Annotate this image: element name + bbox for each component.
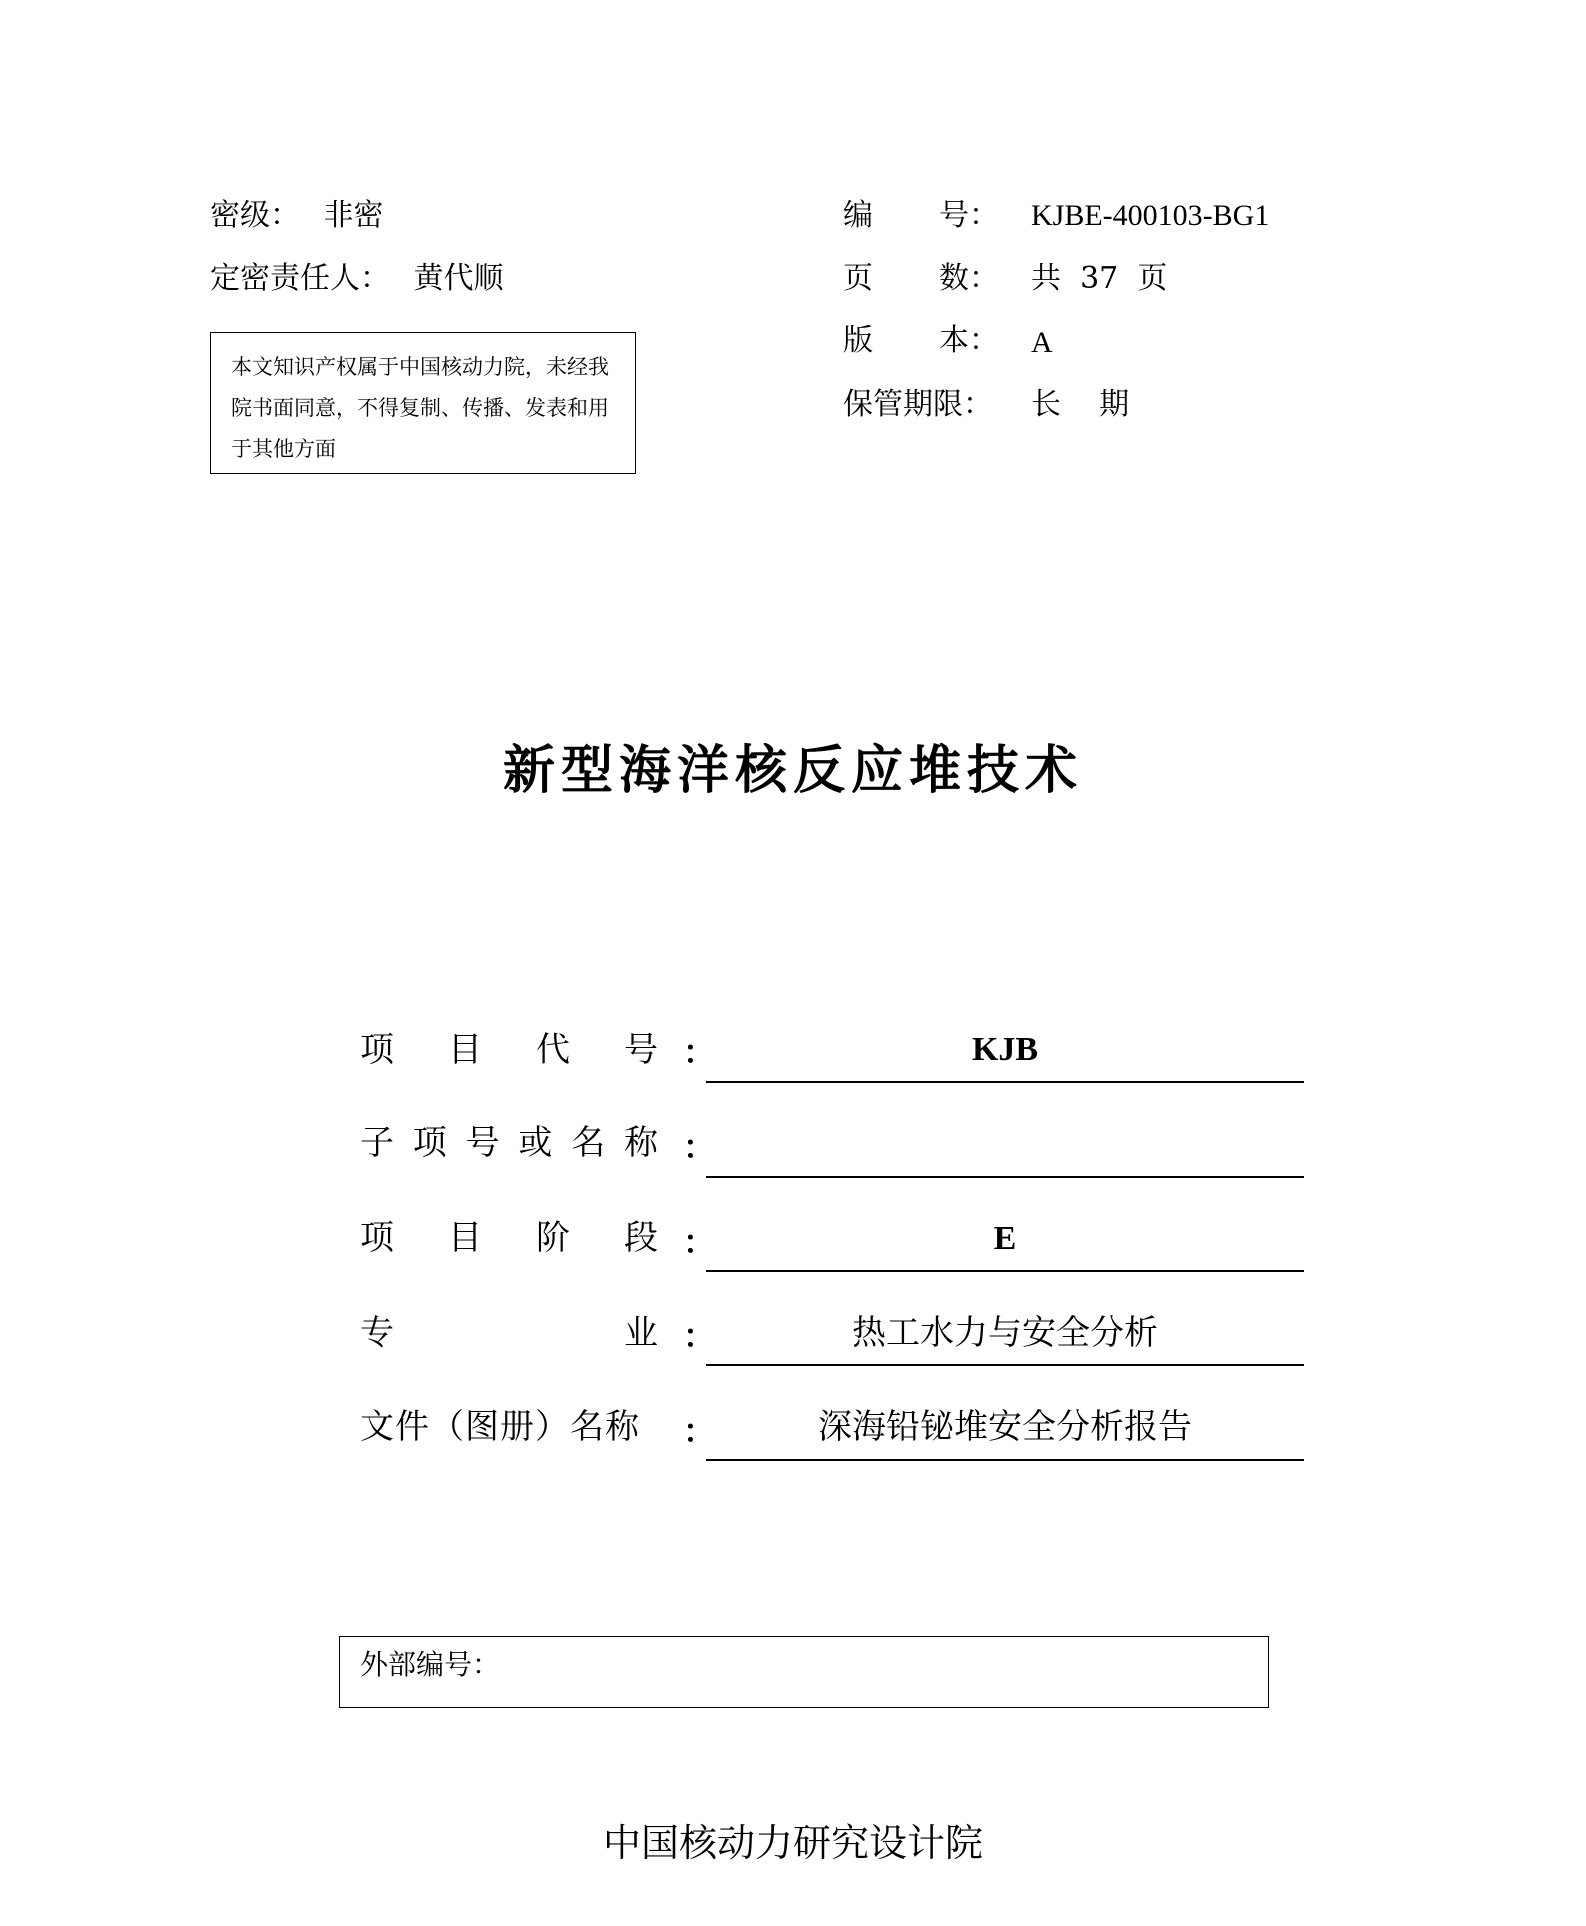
- field-label-char: 子: [360, 1123, 394, 1163]
- field-label-char: 目: [448, 1218, 482, 1258]
- doc-number-label-a: 编: [843, 198, 873, 233]
- retention-value: 长 期: [1031, 387, 1130, 422]
- field-discipline-value: 热工水力与安全分析: [852, 1313, 1158, 1353]
- doc-number-label-b: 号：: [939, 198, 999, 233]
- retention-label: 保管期限：: [843, 387, 993, 422]
- field-colon: ：: [683, 1317, 716, 1355]
- responsible-value: 黄代顺: [413, 261, 504, 296]
- field-colon: ：: [683, 1128, 716, 1166]
- field-underline: [706, 1270, 1304, 1272]
- pages-label: [843, 261, 999, 296]
- doc-number-value: KJBE-400103-BG1: [1031, 199, 1270, 232]
- field-underline: [706, 1364, 1304, 1366]
- classification: [210, 198, 384, 233]
- field-label-char: 号: [624, 1030, 658, 1070]
- external-number-box: [339, 1636, 1269, 1708]
- field-project-stage-label: [360, 1218, 658, 1258]
- field-colon: ：: [683, 1412, 716, 1450]
- field-label-char: 段: [624, 1218, 658, 1258]
- classification-label: 密级：: [210, 198, 300, 233]
- external-number-label: 外部编号：: [360, 1648, 501, 1681]
- ip-notice-text: 本文知识产权属于中国核动力院，未经我院书面同意，不得复制、传播、发表和用于其他方面: [231, 355, 609, 461]
- document-title: 新型海洋核反应堆技术: [502, 741, 1083, 801]
- field-label-char: 阶: [536, 1218, 570, 1258]
- field-underline: [706, 1081, 1304, 1083]
- field-label-char: 目: [448, 1030, 482, 1070]
- field-discipline-label: [360, 1313, 658, 1353]
- version-label: [843, 323, 999, 358]
- classification-value: 非密: [323, 198, 384, 233]
- pages-label-b: 数：: [939, 261, 999, 296]
- field-label-char: 专: [360, 1313, 394, 1353]
- field-project-code-value: KJB: [971, 1031, 1039, 1068]
- field-label-char: 项: [412, 1123, 447, 1163]
- field-label-char: 代: [536, 1030, 570, 1070]
- responsible-label: 定密责任人：: [210, 261, 390, 296]
- version-label-a: 版: [843, 323, 873, 358]
- field-underline: [706, 1176, 1304, 1178]
- field-project-code-label: [360, 1030, 658, 1070]
- field-document-name-label: [360, 1407, 658, 1447]
- responsible-person: [210, 261, 504, 296]
- field-label-char: 或: [518, 1123, 553, 1163]
- field-label-char: 业: [624, 1313, 658, 1353]
- field-colon: ：: [683, 1223, 716, 1261]
- pages-label-a: 页: [843, 261, 873, 296]
- field-colon: ：: [683, 1033, 716, 1071]
- field-label-char: 名: [571, 1123, 606, 1163]
- field-document-name-value: 深海铅铋堆安全分析报告: [818, 1407, 1192, 1447]
- version-label-b: 本：: [939, 323, 999, 358]
- pages-value: 共 37 页: [1031, 261, 1168, 296]
- field-label-text: 文件（图册）名称: [360, 1407, 640, 1447]
- field-project-stage-value: E: [993, 1220, 1017, 1257]
- field-label-char: 号: [465, 1123, 500, 1163]
- field-underline: [706, 1459, 1304, 1461]
- field-label-char: 项: [360, 1218, 394, 1258]
- field-subproject-label: [360, 1123, 658, 1163]
- field-label-char: 项: [360, 1030, 394, 1070]
- ip-notice-box: [210, 332, 636, 474]
- field-label-char: 称: [623, 1123, 658, 1163]
- version-value: A: [1031, 326, 1053, 359]
- organization-name: 中国核动力研究设计院: [602, 1821, 983, 1865]
- doc-number-label: [843, 198, 999, 233]
